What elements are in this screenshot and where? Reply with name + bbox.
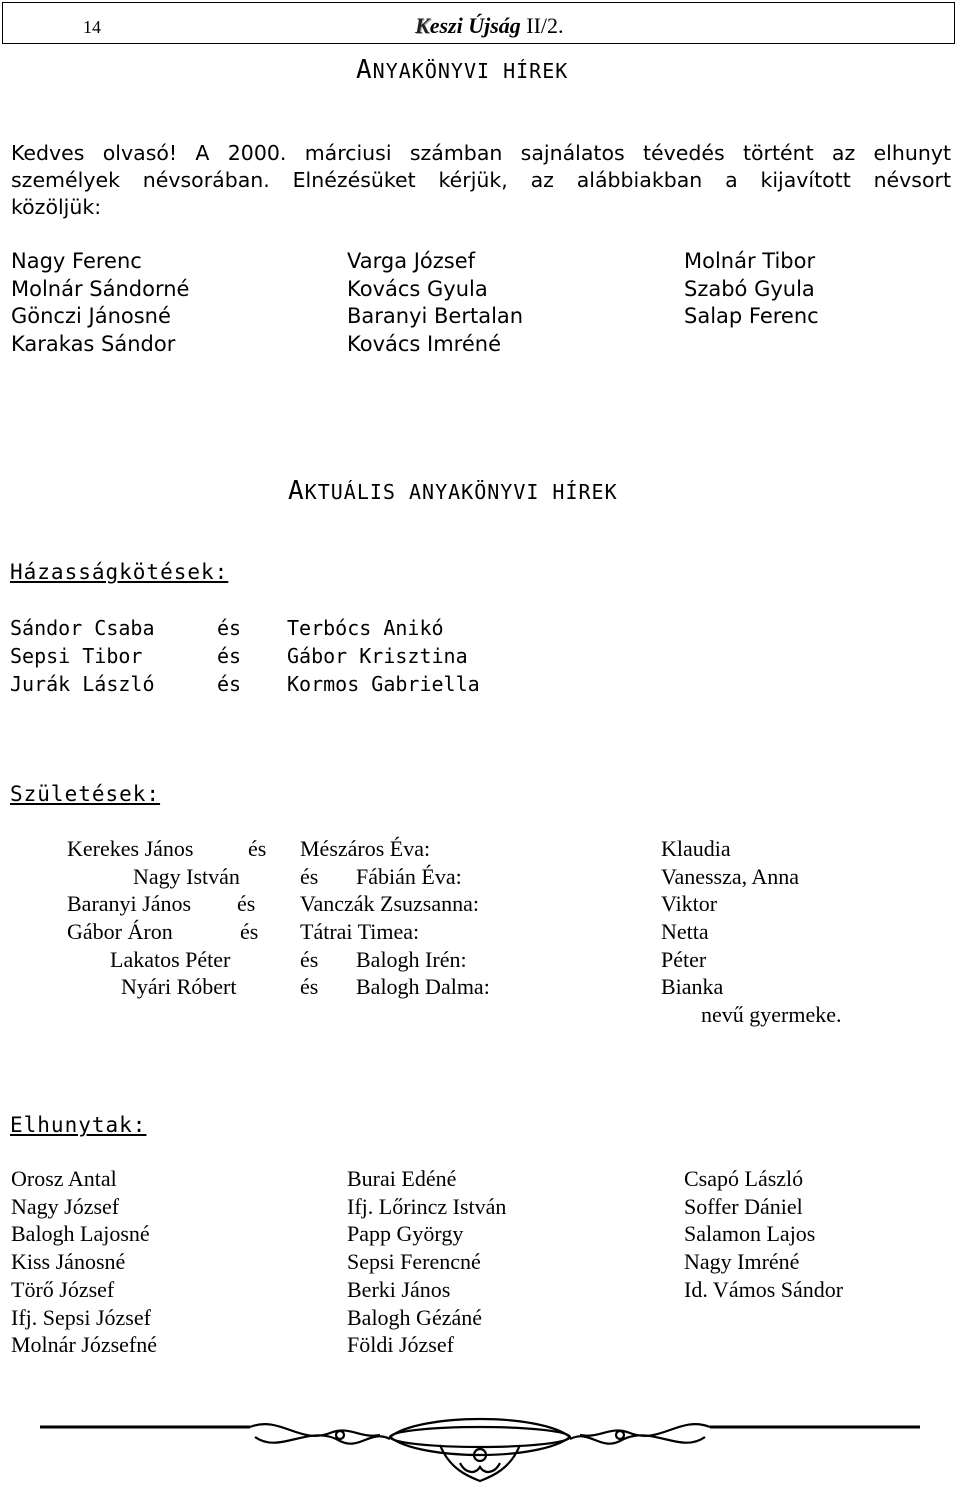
list-item: Balogh Lajosné	[11, 1221, 150, 1247]
intro-line-2: személyek névsorában. Elnézésüket kérjük, az alábbiakban a kijavított névsort	[11, 168, 951, 192]
births-heading: Születések:	[10, 782, 161, 806]
ornament-divider-icon	[40, 1415, 920, 1485]
groom-name: Sepsi Tibor	[10, 644, 143, 668]
list-item: Gönczi Jánosné	[11, 304, 171, 329]
page-header	[2, 2, 955, 44]
deaths-col-1	[11, 1165, 157, 1359]
list-item: Nagy Ferenc	[11, 249, 142, 273]
groom-name: Sándor Csaba	[10, 616, 155, 640]
list-item: Berki János	[347, 1276, 451, 1302]
intro-line-1: Kedves olvasó! A 2000. márciusi számban sajnálatos tévedés történt az elhunyt	[11, 141, 951, 165]
bride-name: Gábor Krisztina	[287, 644, 468, 668]
list-item: Orosz Antal	[11, 1166, 117, 1191]
mother-name: Balogh Dalma:	[356, 974, 490, 999]
list-item: Karakas Sándor	[11, 332, 176, 357]
list-item: Sepsi Ferencné	[347, 1249, 481, 1275]
and-word: és	[248, 836, 267, 861]
list-item: Molnár Józsefné	[11, 1332, 158, 1358]
groom-name: Jurák László	[10, 672, 155, 696]
deaths-col-2	[347, 1165, 506, 1359]
corrected-names-col-2	[347, 248, 523, 359]
births-footer: nevű gyermeke.	[701, 1002, 842, 1027]
list-item: Kovács Gyula	[347, 276, 488, 301]
list-item: Salap Ferenc	[684, 304, 819, 329]
list-item: Soffer Dániel	[684, 1193, 803, 1219]
mother-name: Balogh Irén:	[356, 947, 467, 972]
mother-name: Tátrai Timea:	[300, 919, 420, 944]
publication-title	[415, 13, 564, 39]
and-word: és	[300, 864, 319, 889]
list-item: Molnár Tibor	[684, 249, 816, 273]
list-item: Ifj. Sepsi József	[11, 1304, 151, 1330]
list-item: Ifj. Lőrincz István	[347, 1193, 507, 1219]
bride-name: Terbócs Anikó	[287, 616, 444, 640]
deaths-heading: Elhunytak:	[10, 1113, 147, 1137]
and-word: és	[217, 672, 242, 696]
intro-line-3: közöljük:	[11, 195, 102, 219]
bride-name: Kormos Gabriella	[287, 672, 480, 696]
child-name: Viktor	[661, 891, 718, 916]
and-word: és	[217, 644, 242, 668]
father-name: Baranyi János	[67, 891, 192, 916]
publication-logo-k: K	[415, 13, 430, 38]
issue-number: II/2.	[520, 13, 564, 38]
list-item: Kovács Imréné	[347, 332, 502, 357]
father-name: Nyári Róbert	[121, 974, 237, 999]
mother-name: Fábián Éva:	[356, 864, 462, 889]
list-item: Kiss Jánosné	[11, 1249, 126, 1275]
father-name: Lakatos Péter	[110, 947, 231, 972]
marriages-heading: Házasságkötések:	[10, 560, 229, 584]
mother-name: Mészáros Éva:	[300, 836, 431, 861]
and-word: és	[300, 947, 319, 972]
list-item: Varga József	[347, 249, 476, 273]
list-item: Papp György	[347, 1221, 464, 1247]
intro-paragraph	[11, 140, 951, 221]
child-name: Klaudia	[661, 836, 731, 861]
corrected-names-col-1	[11, 248, 189, 359]
list-item: Nagy Imréné	[684, 1249, 800, 1275]
list-item: Csapó László	[684, 1166, 804, 1191]
and-word: és	[240, 919, 259, 944]
child-name: Netta	[661, 919, 709, 944]
father-name: Gábor Áron	[67, 919, 173, 944]
section-title-current-news: AKTUÁLIS ANYAKÖNYVI HÍREK	[288, 476, 618, 506]
mother-name: Vanczák Zsuzsanna:	[300, 891, 479, 916]
list-item: Molnár Sándorné	[11, 276, 190, 301]
list-item: Id. Vámos Sándor	[684, 1276, 844, 1302]
section-title-registry-news: ANYAKÖNYVI HÍREK	[356, 55, 569, 85]
deaths-col-3	[684, 1165, 843, 1304]
list-item: Burai Edéné	[347, 1166, 457, 1191]
and-word: és	[217, 616, 242, 640]
publication-logo-rest: eszi Újság	[429, 13, 521, 38]
list-item: Salamon Lajos	[684, 1221, 816, 1247]
list-item: Nagy József	[11, 1193, 120, 1219]
child-name: Bianka	[661, 974, 724, 999]
and-word: és	[300, 974, 319, 999]
list-item: Balogh Gézáné	[347, 1304, 482, 1330]
father-name: Kerekes János	[67, 836, 194, 861]
list-item: Szabó Gyula	[684, 276, 815, 301]
corrected-names-col-3	[684, 248, 819, 331]
list-item: Törő József	[11, 1276, 115, 1302]
father-name: Nagy István	[133, 864, 240, 889]
list-item: Földi József	[347, 1332, 454, 1358]
child-name: Vanessza, Anna	[661, 864, 800, 889]
list-item: Baranyi Bertalan	[347, 304, 524, 329]
and-word: és	[237, 891, 256, 916]
page-number: 14	[83, 17, 101, 37]
child-name: Péter	[661, 947, 707, 972]
